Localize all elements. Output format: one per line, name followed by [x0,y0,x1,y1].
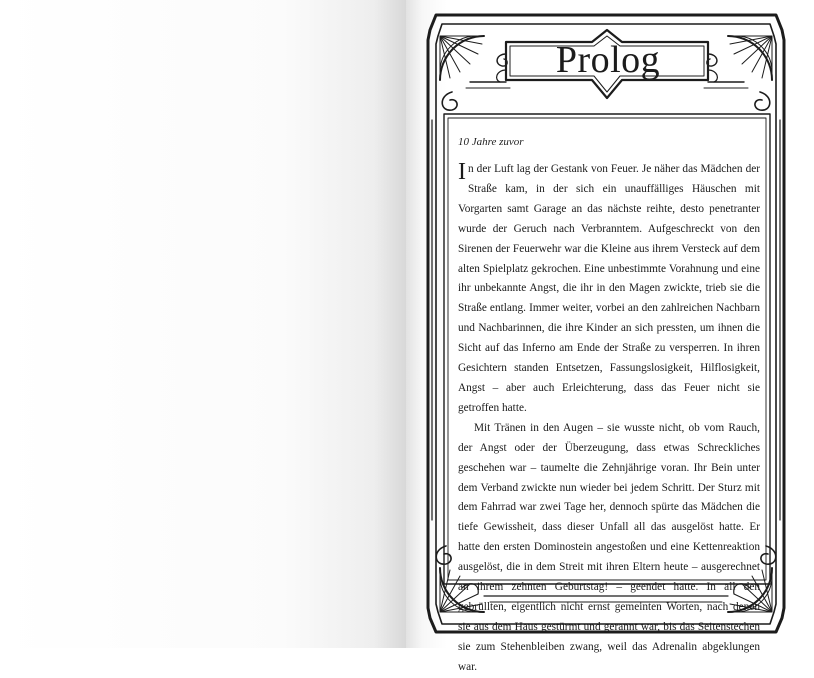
body-text [458,160,760,678]
fan-ornament-top-left [440,36,484,110]
drop-cap: I [458,159,466,185]
chapter-title: Prolog [555,39,661,81]
paragraph-1 [458,160,760,419]
paragraph-2 [458,419,760,678]
chapter-subtitle: 10 Jahre zuvor [458,136,524,148]
paragraph-1-text: n der Luft lag der Gestank von Feuer. Je näher das Mädchen der Straße kam, in der sich ein unauffälliges Häuschen mit Vorgarten samt Garage an das nächste reihte, desto penetranter wurde der Geruch nach Verbranntem. Aufgeschreckt von den Sirenen der Feuerwehr war die Kleine aus ihrem Versteck auf dem alten Spielplatz gekrochen. Eine unbestimmte Vorahnung und eine ihr unbekannte Angst, die ihr in den Magen zwickte, trieb sie die Straße entlang. Immer weiter, vorbei an den zahlreichen Nachbarn und Nachbarinnen, die ihre Kinder an sich pressten, um ihnen die Sicht auf das Inferno am Ende der Straße zu versperren. In ihren Gesichtern standen Entsetzen, Fassungslosigkeit, Hilflosigkeit, Angst – aber auch Erleichterung, dass das Feuer nicht sie getroffen hatte. [458,163,760,414]
paragraph-2-text: Mit Tränen in den Augen – sie wusste nicht, ob vom Rauch, der Angst oder der Überzeugung, dass etwas Schreckliches geschehen war – taumelte die Zehnjährige voran. Ihr Bein unter dem Verband zwickte nun wieder bei jedem Schritt. Der Sturz mit dem Fahrrad war zwei Tage her, dennoch spürte das Mädchen die tiefe Gewissheit, dass dieser Unfall all das ausgelöst hatte. Er hatte den ersten Dominostein angestoßen und eine Kettenreaktion ausgelöst, die in dem Streit mit ihren Eltern heute – ausgerechnet an ihrem zehnten Geburtstag! – geendet hatte. In all den gebrüllten, eigentlich nicht ernst gemeinten Worten, nach denen sie aus dem Haus gestürmt und gerannt war, bis das Seitenstechen sie zum Stehenbleiben zwang, weil das Adrenalin abgeklungen war. [458,421,760,673]
fan-ornament-top-right [728,36,772,110]
